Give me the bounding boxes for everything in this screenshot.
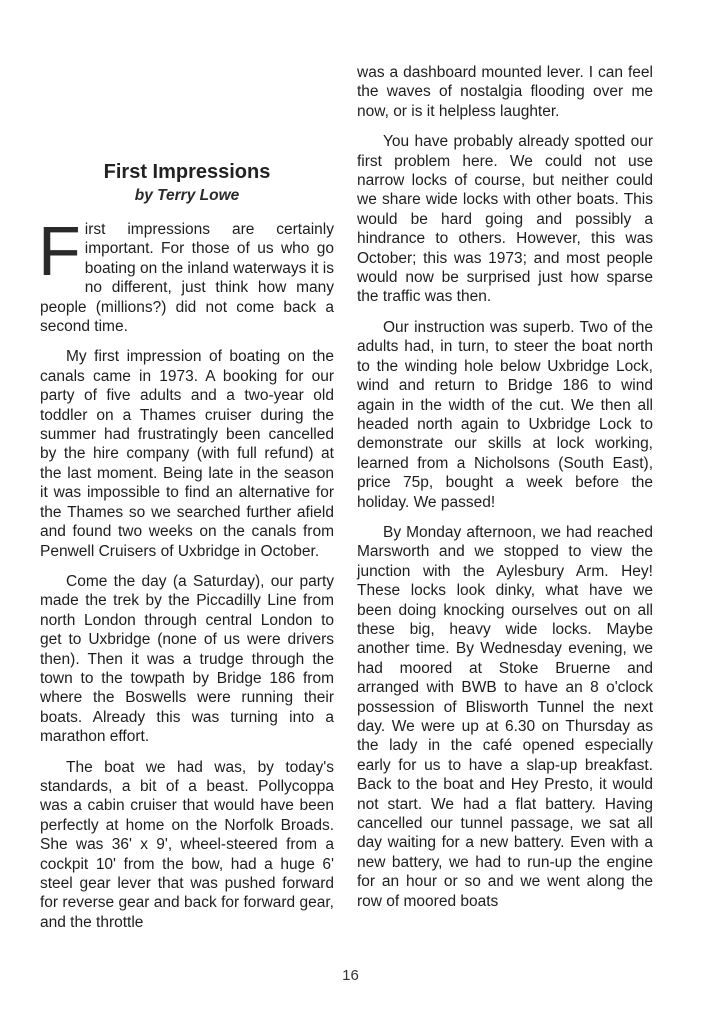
paragraph-6: Our instruction was superb. Two of the adults had, in turn, to steer the boat north to the winding hole below Uxbridge Lock, wind and return to Bridge 186 to wind again in the width of the cut. We then all headed north again to Uxbridge Lock to demonstrate our skills at lock working, learned from a Nicholsons (South East), price 75p, bought a week before the holiday. We passed! bbox=[357, 318, 653, 511]
paragraph-5: You have probably already spotted our first problem here. We could not use narrow locks of course, but neither could we share wide locks with other boats. This would be hard going and possibly a hindrance to others. However, this was October; this was 1973; and most people would now be surprised just how sparse the traffic was then. bbox=[357, 133, 653, 306]
left-column bbox=[40, 160, 334, 943]
paragraph-7: By Monday afternoon, we had reached Marsworth and we stopped to view the junction with the Aylesbury Arm. Hey! These locks look dinky, what have we been doing knocking ourselves out on all these big, heavy wide locks. Maybe another time. By Wednesday evening, we had moored at Stoke Bruerne and arranged with BWB to have an 8 o'clock possession of Blisworth Tunnel the next day. We were up at 6.30 on Thursday as the lady in the café opened especially early for us to have a slap-up breakfast. Back to the boat and Hey Presto, it would not start. We had a flat battery. Having cancelled our tunnel passage, we sat all day waiting for a new battery. Even with a new battery, we had to run-up the engine for an hour or so and we went along the row of moored boats bbox=[357, 523, 653, 910]
article-title: First Impressions bbox=[103, 161, 271, 183]
paragraph-2: My first impression of boating on the canals came in 1973. A booking for our party of five adults and a two-year old toddler on a Thames cruiser during the summer had frustratingly been cancelled by the hire company (with full refund) at the last moment. Being late in the season it was impossible to find an alternative for the Thames so we searched further afield and found two weeks on the canals from Penwell Cruisers of Uxbridge in October. bbox=[40, 348, 334, 560]
paragraph-1-text: irst impressions are certainly important. For those of us who go boating on the inland waterways it is no different, just think how many people (millions?) did not come back a second time. bbox=[40, 221, 334, 336]
paragraph-3: Come the day (a Saturday), our party made the trek by the Piccadilly Line from north London through central London to get to Uxbridge (none of us were drivers then). Then it was a trudge through the town to the towpath by Bridge 186 from where the Boswells were running their boats. Already this was turning into a marathon effort. bbox=[40, 572, 334, 746]
page-number: 16 bbox=[342, 967, 359, 984]
right-column bbox=[357, 63, 653, 922]
article-byline: by Terry Lowe bbox=[134, 187, 240, 204]
paragraph-1 bbox=[38, 212, 334, 336]
paragraph-4-continued: was a dashboard mounted lever. I can feel the waves of nostalgia flooding over me now, or is it helpless laughter. bbox=[357, 64, 653, 120]
drop-cap: F bbox=[38, 212, 81, 290]
paragraph-4: The boat we had was, by today's standards, a bit of a beast. Pollycoppa was a cabin cruiser that would have been perfectly at home on the Norfolk Broads. She was 36' x 9', wheel-steered from a cockpit 10' from the bow, had a huge 6' steel gear lever that was pushed forward for reverse gear and back for forward gear, and the throttle bbox=[40, 758, 334, 931]
